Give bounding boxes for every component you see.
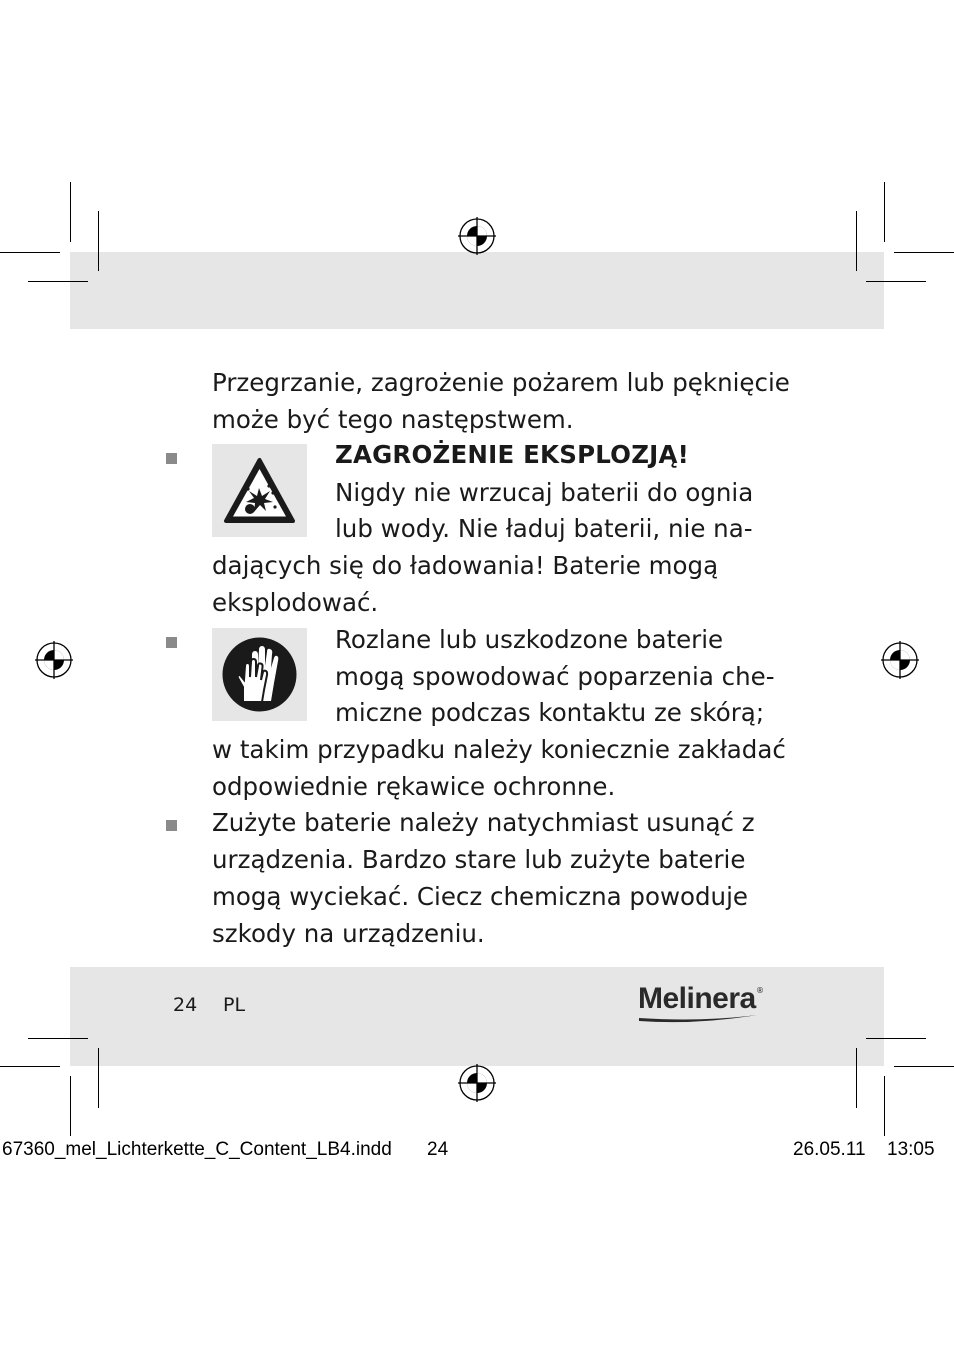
- crop-mark: [856, 1048, 857, 1108]
- explosion-line: Nigdy nie wrzucaj baterii do ognia: [335, 478, 754, 507]
- slug-page: 24: [427, 1139, 449, 1160]
- language-code: PL: [223, 994, 246, 1016]
- removal-line: Zużyte baterie należy natychmiast usunąć z: [212, 808, 755, 837]
- removal-line: szkody na urządzeniu.: [212, 919, 485, 948]
- explosion-line: dających się do ładowania! Baterie mogą: [212, 551, 719, 580]
- crop-mark: [0, 252, 60, 253]
- crop-mark: [894, 252, 954, 253]
- removal-line: mogą wyciekać. Ciecz chemiczna powoduje: [212, 882, 748, 911]
- crop-mark: [0, 1066, 60, 1067]
- brand-name: Melinera: [638, 982, 756, 1015]
- crop-mark: [856, 211, 857, 271]
- gloves-line: mogą spowodować poparzenia che-: [335, 662, 775, 691]
- crop-mark: [894, 1066, 954, 1067]
- registration-mark-icon: [881, 641, 919, 679]
- explosion-line: eksplodować.: [212, 588, 379, 617]
- intro-line: Przegrzanie, zagrożenie pożarem lub pęknięcie: [212, 368, 790, 397]
- crop-mark: [866, 281, 926, 282]
- header-band: [70, 252, 884, 329]
- logo-swoosh-icon: [637, 1012, 759, 1026]
- crop-mark: [28, 281, 88, 282]
- intro-line: może być tego następstwem.: [212, 405, 574, 434]
- slug-time: 13:05: [887, 1139, 935, 1160]
- registration-mark-icon: [35, 641, 73, 679]
- crop-mark: [884, 182, 885, 242]
- registration-mark-icon: [458, 1064, 496, 1102]
- page-number: 24: [173, 994, 198, 1016]
- registered-mark: ®: [756, 986, 764, 995]
- slug-filename: 67360_mel_Lichterkette_C_Content_LB4.indd: [2, 1139, 392, 1160]
- gloves-pictogram: [212, 628, 307, 721]
- explosion-pictogram: [212, 444, 307, 537]
- gloves-line: odpowiednie rękawice ochronne.: [212, 772, 616, 801]
- registration-mark-icon: [458, 217, 496, 255]
- gloves-line: w takim przypadku należy koniecznie zakładać: [212, 735, 786, 764]
- crop-mark: [28, 1038, 88, 1039]
- crop-mark: [884, 1076, 885, 1136]
- crop-mark: [866, 1038, 926, 1039]
- removal-line: urządzenia. Bardzo stare lub zużyte baterie: [212, 845, 746, 874]
- bullet-marker: [166, 820, 177, 831]
- bullet-marker: [166, 453, 177, 464]
- crop-mark: [70, 182, 71, 242]
- explosion-warning-icon: [212, 444, 307, 537]
- gloves-line: miczne podczas kontaktu ze skórą;: [335, 698, 765, 727]
- explosion-heading: ZAGROŻENIE EKSPLOZJĄ!: [335, 440, 690, 469]
- gloves-line: Rozlane lub uszkodzone baterie: [335, 625, 724, 654]
- crop-mark: [70, 1076, 71, 1136]
- explosion-line: lub wody. Nie ładuj baterii, nie na-: [335, 514, 753, 543]
- footer-band: [70, 967, 884, 1066]
- protective-gloves-icon: [212, 628, 307, 721]
- slug-date: 26.05.11: [793, 1139, 866, 1160]
- crop-mark: [98, 1048, 99, 1108]
- crop-mark: [98, 211, 99, 271]
- bullet-marker: [166, 637, 177, 648]
